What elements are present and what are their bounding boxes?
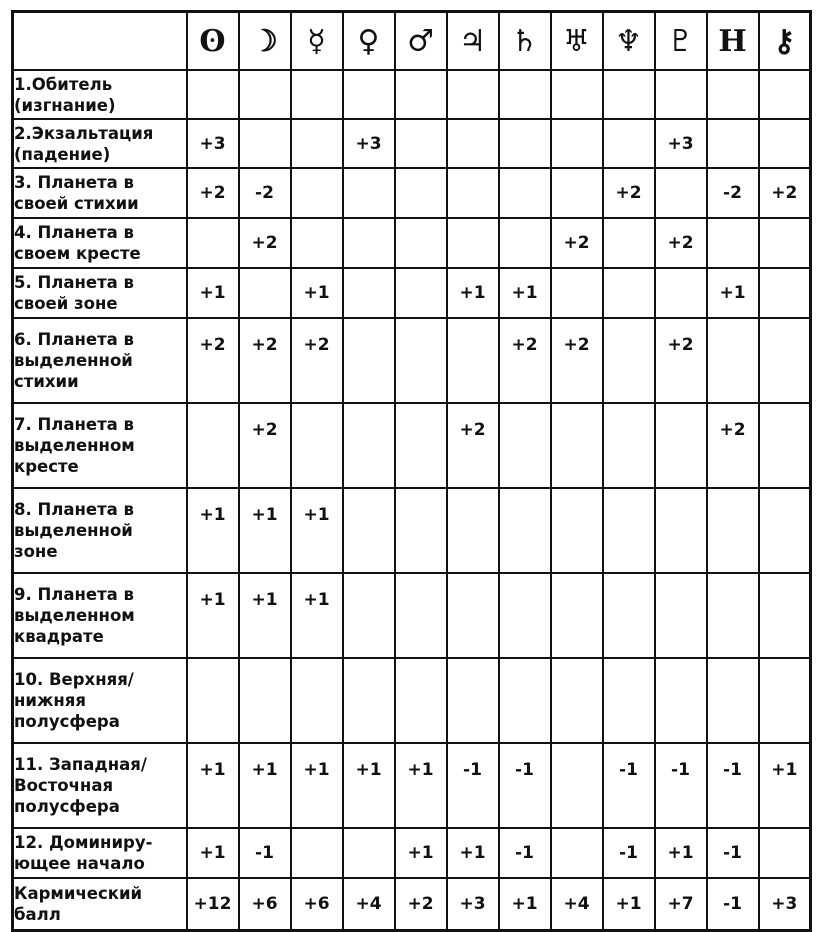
score-cell: -1: [655, 743, 707, 828]
score-cell: [447, 573, 499, 658]
score-cell: +1: [499, 878, 551, 931]
score-cell: [395, 168, 447, 218]
row-label: 10. Верхняя/ нижняя полусфера: [13, 658, 187, 743]
score-cell: [551, 119, 603, 168]
score-cell: [655, 573, 707, 658]
score-cell: [603, 488, 655, 573]
score-cell: +2: [551, 318, 603, 403]
row-label: 11. Западная/ Восточная полусфера: [13, 743, 187, 828]
score-cell: +1: [447, 828, 499, 878]
score-cell: +2: [239, 318, 291, 403]
table-row: [13, 119, 811, 168]
score-cell: +7: [655, 878, 707, 931]
score-cell: [655, 168, 707, 218]
score-cell: [395, 268, 447, 318]
score-cell: +2: [655, 218, 707, 268]
score-cell: -1: [707, 828, 759, 878]
score-cell: [447, 318, 499, 403]
score-cell: [447, 658, 499, 743]
score-cell: [551, 658, 603, 743]
score-cell: [551, 828, 603, 878]
score-cell: [343, 168, 395, 218]
score-cell: [343, 218, 395, 268]
score-cell: [759, 268, 811, 318]
score-cell: [291, 70, 343, 119]
score-cell: +6: [291, 878, 343, 931]
score-cell: -1: [707, 878, 759, 931]
row-label: 7. Планета в выделенном кресте: [13, 403, 187, 488]
score-cell: [343, 658, 395, 743]
score-cell: [395, 70, 447, 119]
score-cell: +4: [343, 878, 395, 931]
score-cell: [707, 573, 759, 658]
table-row: [13, 828, 811, 878]
score-cell: [603, 573, 655, 658]
score-cell: [499, 573, 551, 658]
pluto-symbol-icon: ♇: [655, 12, 707, 71]
score-cell: +2: [499, 318, 551, 403]
venus-symbol-icon: ♀: [343, 12, 395, 71]
row-label: 9. Планета в выделенном квадрате: [13, 573, 187, 658]
table-row: [13, 318, 811, 403]
score-cell: [395, 318, 447, 403]
score-cell: [291, 119, 343, 168]
table-row: [13, 743, 811, 828]
score-cell: +3: [655, 119, 707, 168]
score-cell: +2: [447, 403, 499, 488]
score-cell: +2: [187, 318, 239, 403]
score-cell: [395, 218, 447, 268]
score-cell: [239, 70, 291, 119]
table-body: [13, 70, 811, 931]
table-row: [13, 488, 811, 573]
score-cell: [239, 658, 291, 743]
score-cell: +1: [707, 268, 759, 318]
table-row: [13, 573, 811, 658]
total-row: [13, 878, 811, 931]
proserpina-symbol-icon: Η: [707, 12, 759, 71]
score-cell: +1: [499, 268, 551, 318]
score-cell: [551, 573, 603, 658]
score-cell: [447, 70, 499, 119]
score-cell: +1: [239, 573, 291, 658]
jupiter-symbol-icon: ♃: [447, 12, 499, 71]
score-cell: [759, 573, 811, 658]
score-cell: -1: [603, 828, 655, 878]
score-cell: [759, 318, 811, 403]
saturn-symbol-icon: ♄: [499, 12, 551, 71]
row-label: 4. Планета в своем кресте: [13, 218, 187, 268]
score-cell: [239, 268, 291, 318]
score-cell: [499, 488, 551, 573]
score-cell: [395, 573, 447, 658]
score-cell: [291, 828, 343, 878]
score-cell: -1: [447, 743, 499, 828]
table-row: [13, 658, 811, 743]
neptune-symbol-icon: ♆: [603, 12, 655, 71]
sun-symbol-icon: ʘ: [187, 12, 239, 71]
score-cell: [187, 70, 239, 119]
score-cell: [759, 218, 811, 268]
score-cell: [655, 70, 707, 119]
score-cell: [707, 318, 759, 403]
score-cell: [343, 488, 395, 573]
score-cell: [655, 658, 707, 743]
score-cell: -2: [707, 168, 759, 218]
table-row: [13, 218, 811, 268]
score-cell: [603, 658, 655, 743]
score-cell: +4: [551, 878, 603, 931]
row-label: 5. Планета в своей зоне: [13, 268, 187, 318]
score-cell: [499, 403, 551, 488]
row-label: 6. Планета в выделенной стихии: [13, 318, 187, 403]
score-cell: [447, 488, 499, 573]
score-cell: +1: [759, 743, 811, 828]
score-cell: [551, 403, 603, 488]
karmic-score-table: [11, 10, 812, 932]
score-cell: +1: [447, 268, 499, 318]
score-cell: [343, 70, 395, 119]
table-row: [13, 70, 811, 119]
score-cell: [707, 119, 759, 168]
score-cell: +1: [395, 828, 447, 878]
score-cell: [603, 318, 655, 403]
score-cell: +1: [395, 743, 447, 828]
score-cell: +1: [291, 488, 343, 573]
score-cell: -2: [239, 168, 291, 218]
score-cell: -1: [239, 828, 291, 878]
score-cell: +1: [187, 573, 239, 658]
score-cell: +3: [343, 119, 395, 168]
table-row: [13, 168, 811, 218]
score-cell: +1: [187, 268, 239, 318]
row-label: 1.Обитель (изгнание): [13, 70, 187, 119]
score-cell: +3: [759, 878, 811, 931]
score-cell: +1: [291, 268, 343, 318]
score-cell: +2: [187, 168, 239, 218]
score-cell: [707, 488, 759, 573]
table-row: [13, 403, 811, 488]
row-label: 8. Планета в выделенной зоне: [13, 488, 187, 573]
row-label: 3. Планета в своей стихии: [13, 168, 187, 218]
score-cell: [551, 70, 603, 119]
score-cell: [603, 70, 655, 119]
score-cell: +1: [239, 743, 291, 828]
planet-header-row: [13, 12, 811, 71]
score-cell: +2: [291, 318, 343, 403]
score-cell: +1: [291, 743, 343, 828]
score-cell: [551, 743, 603, 828]
score-cell: +1: [187, 828, 239, 878]
score-cell: [499, 168, 551, 218]
score-cell: [395, 658, 447, 743]
score-cell: [759, 488, 811, 573]
score-cell: [343, 318, 395, 403]
score-cell: -1: [499, 828, 551, 878]
score-cell: [551, 168, 603, 218]
row-label: 12. Доминиру- ющее начало: [13, 828, 187, 878]
score-cell: -1: [603, 743, 655, 828]
score-cell: [343, 403, 395, 488]
moon-symbol-icon: ☽: [239, 12, 291, 71]
score-cell: +1: [187, 488, 239, 573]
score-cell: [707, 218, 759, 268]
score-cell: +2: [551, 218, 603, 268]
score-cell: [291, 403, 343, 488]
score-cell: +12: [187, 878, 239, 931]
score-cell: [291, 168, 343, 218]
score-cell: +1: [603, 878, 655, 931]
score-cell: +2: [603, 168, 655, 218]
score-cell: [499, 658, 551, 743]
score-cell: [187, 218, 239, 268]
score-cell: -1: [499, 743, 551, 828]
score-cell: [447, 168, 499, 218]
score-cell: [447, 218, 499, 268]
score-cell: [291, 658, 343, 743]
score-cell: +1: [655, 828, 707, 878]
score-cell: [499, 218, 551, 268]
score-cell: [239, 119, 291, 168]
corner-cell: [13, 12, 187, 71]
score-cell: +3: [447, 878, 499, 931]
score-cell: [499, 119, 551, 168]
score-cell: [291, 218, 343, 268]
score-cell: +1: [343, 743, 395, 828]
score-cell: [447, 119, 499, 168]
score-cell: [759, 119, 811, 168]
score-cell: [603, 403, 655, 488]
score-cell: [343, 828, 395, 878]
score-cell: +2: [707, 403, 759, 488]
uranus-symbol-icon: ♅: [551, 12, 603, 71]
score-cell: [707, 70, 759, 119]
score-cell: [343, 268, 395, 318]
score-cell: +2: [395, 878, 447, 931]
score-cell: [395, 119, 447, 168]
score-cell: +1: [187, 743, 239, 828]
score-cell: [343, 573, 395, 658]
score-cell: +3: [187, 119, 239, 168]
table-row: [13, 268, 811, 318]
score-cell: [603, 119, 655, 168]
score-cell: [655, 403, 707, 488]
score-cell: [187, 658, 239, 743]
score-cell: +2: [239, 218, 291, 268]
score-cell: [395, 403, 447, 488]
score-cell: [499, 70, 551, 119]
score-cell: [759, 828, 811, 878]
score-cell: [551, 488, 603, 573]
mars-symbol-icon: ♂: [395, 12, 447, 71]
mercury-symbol-icon: ☿: [291, 12, 343, 71]
score-cell: [551, 268, 603, 318]
score-cell: [707, 658, 759, 743]
score-cell: +2: [239, 403, 291, 488]
score-cell: -1: [707, 743, 759, 828]
score-cell: +1: [291, 573, 343, 658]
row-label: 2.Экзальтация (падение): [13, 119, 187, 168]
score-cell: +2: [655, 318, 707, 403]
chiron-symbol-icon: ⚷: [759, 12, 811, 71]
score-cell: +6: [239, 878, 291, 931]
score-cell: [759, 403, 811, 488]
score-cell: [187, 403, 239, 488]
score-cell: [759, 70, 811, 119]
score-cell: +1: [239, 488, 291, 573]
score-cell: [655, 488, 707, 573]
row-label: Кармический балл: [13, 878, 187, 931]
score-cell: +2: [759, 168, 811, 218]
score-cell: [395, 488, 447, 573]
score-cell: [603, 218, 655, 268]
score-cell: [603, 268, 655, 318]
score-cell: [655, 268, 707, 318]
score-cell: [759, 658, 811, 743]
